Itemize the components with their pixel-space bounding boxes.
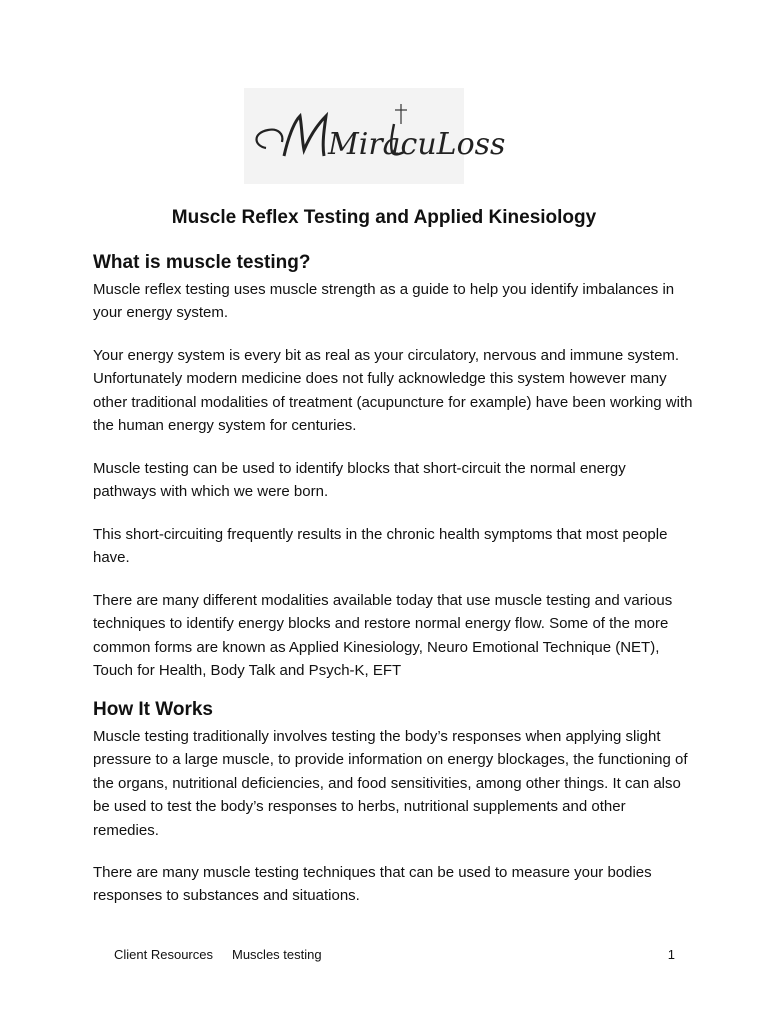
document-title: Muscle Reflex Testing and Applied Kinesiology bbox=[171, 207, 597, 228]
footer-section-label: Client Resources bbox=[114, 947, 213, 962]
paragraph: Your energy system is every bit as real as your circulatory, nervous and immune system. Unfortunately modern medicine does not fully acknowledge this system however many other traditional modalities of treatment (acupuncture for example) have been working with the human energy system for centuries. bbox=[93, 347, 693, 435]
miraculoss-logo-icon bbox=[244, 88, 506, 184]
paragraph: This short-circuiting frequently results in the chronic health symptoms that most people have. bbox=[93, 526, 668, 567]
logo-wordmark: MiracuLoss bbox=[328, 127, 506, 162]
paragraph: Muscle testing traditionally involves testing the body’s responses when applying slight pressure to a large muscle, to provide information on energy blockages, the functioning of the organs, nutritional deficiencies, and food sensitivities, among other things. It can also be used to test the body’s responses to herbs, nutritional supplements and other remedies. bbox=[93, 728, 688, 839]
paragraph: Muscle testing can be used to identify blocks that short-circuit the normal energy pathways with which we were born. bbox=[93, 460, 626, 501]
paragraph: Muscle reflex testing uses muscle strength as a guide to help you identify imbalances in your energy system. bbox=[93, 281, 675, 322]
footer-topic-label: Muscles testing bbox=[232, 947, 322, 962]
section-heading-how-it-works: How It Works bbox=[93, 699, 213, 720]
section-heading-what-is-muscle-testing: What is muscle testing? bbox=[93, 252, 311, 273]
paragraph: There are many different modalities available today that use muscle testing and various techniques to identify energy blocks and restore normal energy flow. Some of the more common forms are known as Applied Kinesiology, Neuro Emotional Technique (NET), Touch for Health, Body Talk and Psych-K, EFT bbox=[93, 592, 673, 680]
logo bbox=[244, 88, 506, 184]
paragraph: There are many muscle testing techniques that can be used to measure your bodies responses to substances and situations. bbox=[93, 864, 652, 905]
page-number: 1 bbox=[667, 947, 675, 962]
